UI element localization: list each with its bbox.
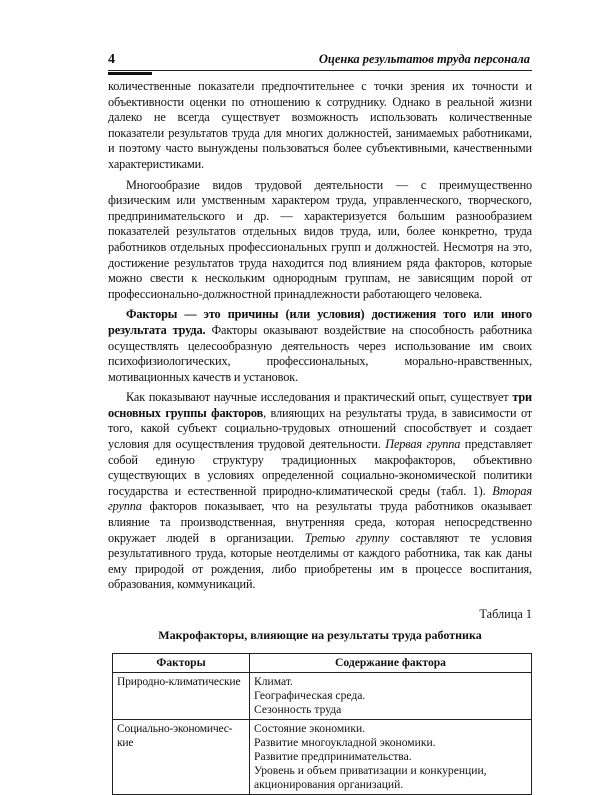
header-rule-accent [108, 72, 152, 75]
table-header-cell: Факторы [113, 654, 250, 673]
running-title: Оценка результатов труда персонала [318, 52, 530, 66]
content-line: Состояние экономики. [254, 722, 366, 735]
second-group-italic: Вторая группа [108, 483, 532, 514]
page-header [108, 50, 532, 70]
factor-cell: Природно-климатические [113, 673, 250, 720]
content-line: Развитие многоукладной экономики. [254, 736, 436, 749]
paragraph-4-part-b: , влияющих на результаты труда, в зависимости от того, какой субъект социально-трудовых отношений способствует и создает условия для осуществления трудовой деятельности. [108, 405, 533, 452]
table-row [113, 720, 532, 795]
macrofactors-table [112, 653, 532, 795]
paragraph-4-part-a: Как показывают научные исследования и практический опыт, существует [126, 390, 513, 405]
table-label: Таблица 1 [479, 607, 532, 621]
paragraph-3-rest: Факторы оказывают воздействие на способность работника осуществлять целесообразную деятельность через использование им своих психофизиологических, профессиональных, морально-нравственных, мотивационных качеств и установок. [108, 322, 532, 384]
body-text [108, 79, 532, 795]
content-cell [250, 720, 532, 795]
page-number: 4 [108, 52, 115, 67]
content-cell [250, 673, 532, 720]
header-rule [108, 70, 532, 71]
content-line: Климат. [254, 675, 293, 688]
paragraph-1: количественные показатели предпочтительнее с точки зрения их точности и объективности оценки по отношению к сотруднику. Однако в реальной жизни далеко не всегда существует возможность использовать количественные показатели результатов труда для многих должностей, занимаемых работниками, и поэтому часто вынуждены пользоваться более субъективными, качественными характеристиками. [108, 79, 532, 171]
paragraph-4-part-c: представляет собой единую структуру традиционных макрофакторов, объективно существующих в условиях определенной социально-экономической политики государства и естественной природно-климатической среды (табл. 1). [108, 437, 532, 498]
content-line: Уровень и объем приватизации и конкуренции, акционирования организаций. [254, 764, 487, 791]
table-header-cell: Содержание фактора [250, 654, 532, 673]
paragraph-3 [108, 307, 532, 385]
three-groups-bold: три основных группы факторов [108, 390, 532, 420]
first-group-italic: Первая группа [385, 437, 461, 452]
definition-bold: Факторы — это причины (или условия) достижения того или иного результата труда. [108, 307, 532, 337]
table-title: Макрофакторы, влияющие на результаты труда работника [158, 628, 482, 642]
table-header-row [113, 654, 532, 673]
content-line: Развитие предпринимательства. [254, 750, 412, 763]
paragraph-4-part-d: факторов показывает, что на результаты труда работников оказывает влияние та производственная, внутренняя среда, которая непосредственно окружает людей в организации. [108, 499, 532, 545]
content-line: Географическая среда. [254, 689, 366, 702]
table-row [113, 673, 532, 720]
paragraph-4 [108, 390, 532, 593]
content-line: Сезонность труда [254, 703, 342, 716]
paragraph-4-part-e: составляют те условия результативного труда, которые неотделимы от каждого работника, так как даны ему природой от рождения, либо приобретены им в процессе воспитания, образования, коммуникаций. [108, 530, 532, 592]
factor-cell: Социально-экономичес-кие [113, 720, 250, 795]
third-group-italic: Третью группу [304, 530, 389, 545]
paragraph-2: Многообразие видов трудовой деятельности — с преимущественно физическим или умственным характером труда, управленческого, творческого, предпринимательского и др. — характеризуется большим разнообразием показателей результатов отдельных видов труда, или, более конкретно, труда работников отдельных профессиональных групп и должностей. Несмотря на это, достижение результатов труда находится под влиянием ряда факторов, которые можно свести к нескольким однородным группам, не зависящим порой от профессионально-должностной принадлежности работающего человека. [108, 177, 532, 301]
